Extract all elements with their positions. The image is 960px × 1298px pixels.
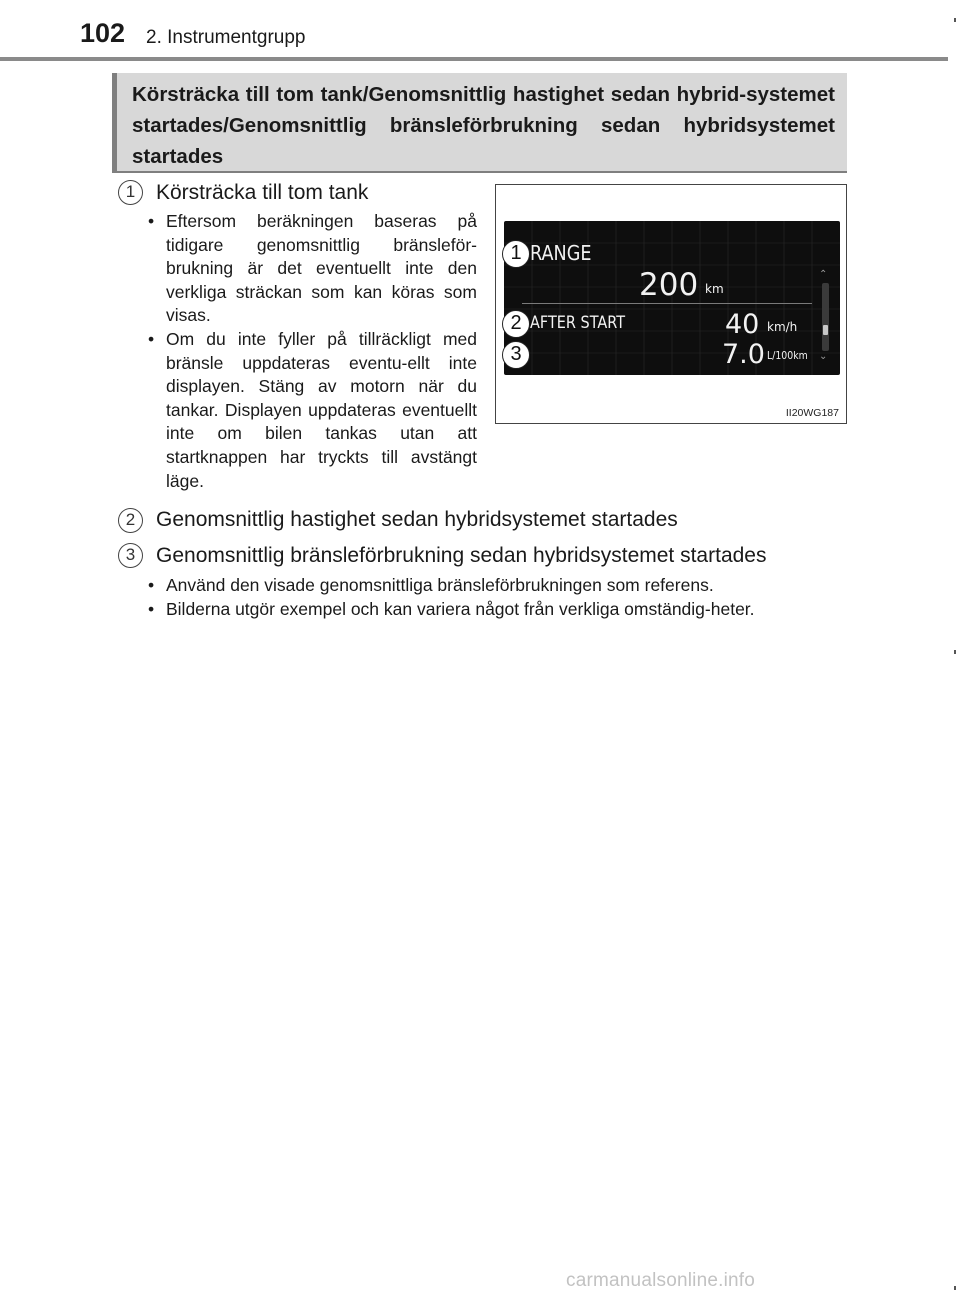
display-fuel-value: 7.0: [722, 339, 765, 370]
display-speed-unit: km/h: [767, 320, 798, 334]
bullet-item: • Använd den visade genomsnittliga bränsleförbrukningen som referens.: [145, 574, 838, 598]
display-fuel-unit: L/100km: [767, 349, 808, 362]
item-number-badge: 2: [118, 508, 143, 533]
display-after-start-label: AFTER START: [530, 313, 626, 333]
item-number-badge: 3: [118, 543, 143, 568]
display-range-value: 200: [639, 267, 699, 303]
crop-mark: [954, 18, 956, 22]
display-divider: [522, 303, 812, 304]
section-title: Körsträcka till tom tank/Genomsnittlig hastighet sedan hybrid-systemet startades/Genomsnittlig bränsleförbrukning sedan hybridsystemet startades: [132, 83, 835, 168]
scroll-track: [822, 283, 829, 351]
item-number-badge: 1: [118, 180, 143, 205]
item-heading-average-speed: Genomsnittlig hastighet sedan hybridsystemet startades: [156, 508, 678, 531]
scroll-thumb: [823, 325, 828, 335]
chapter-title: 2. Instrumentgrupp: [146, 27, 306, 48]
figure-code: II20WG187: [785, 407, 839, 419]
display-range-label: RANGE: [530, 241, 592, 265]
multi-info-display: [504, 221, 840, 375]
item-heading-average-fuel: Genomsnittlig bränsleförbrukning sedan hybridsystemet startades: [156, 544, 767, 567]
bullet-item: • Om du inte fyller på tillräckligt med bränsle uppdateras eventu-ellt inte displayen. Stäng av motorn när du tankar. Displayen uppdateras eventuellt inte om bilen tankas utan att startknappen har tryckts till avstängt läge.: [145, 328, 477, 493]
watermark: carmanualsonline.info: [566, 1270, 756, 1291]
header-rule: [0, 57, 948, 61]
display-speed-value: 40: [725, 309, 760, 340]
crop-mark: [954, 1286, 956, 1290]
bullet-item: • Bilderna utgör exempel och kan variera något från verkliga omständig-heter.: [145, 598, 838, 622]
scroll-down-icon: ⌄: [819, 351, 828, 362]
item-bullets-range: [145, 210, 477, 493]
item-heading-range: Körsträcka till tom tank: [156, 181, 369, 204]
instrument-figure: [495, 184, 847, 424]
bullet-item: • Eftersom beräkningen baseras på tidigare genomsnittlig bränsleför-brukning är det eventuellt inte den verkliga sträckan som kan köras som visas.: [145, 210, 477, 328]
display-range-unit: km: [705, 282, 724, 296]
item-bullets-fuel: [145, 574, 838, 621]
callout-badge: 1: [502, 240, 530, 268]
page-number: 102: [80, 18, 126, 48]
crop-mark: [954, 650, 956, 654]
callout-badge: 2: [502, 310, 530, 338]
scroll-up-icon: ⌃: [819, 269, 828, 280]
callout-badge: 3: [502, 341, 530, 369]
section-box: [112, 73, 847, 173]
